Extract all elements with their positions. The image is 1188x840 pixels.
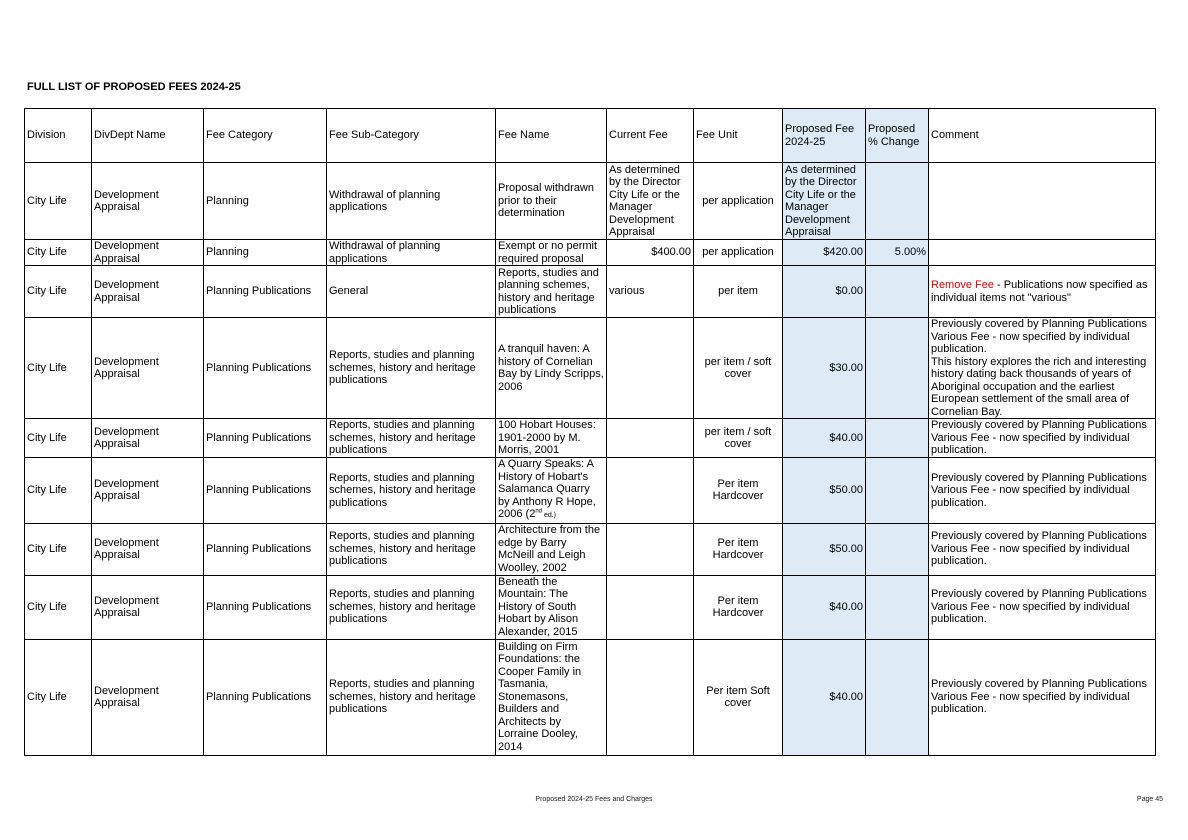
cell-proposed-fee: $40.00 [783,419,866,458]
cell-comment: Previously covered by Planning Publications Various Fee - now specified by individual publication. [929,458,1156,524]
header-fee-name: Fee Name [496,109,607,163]
cell-fee-name: Beneath the Mountain: The History of South Hobart by Alison Alexander, 2015 [496,575,607,639]
comment-text: - Publications now specified as individual items not "various" [931,279,1148,304]
cell-percent-change [866,523,929,575]
cell-category: Planning Publications [204,266,327,318]
cell-division: City Life [25,240,92,266]
footer-page-number: Page 45 [1136,796,1163,803]
cell-divdept: Development Appraisal [92,318,204,419]
cell-comment [929,240,1156,266]
cell-fee-name: A tranquil haven: A history of Cornelian Bay by Lindy Scripps, 2006 [496,318,607,419]
cell-percent-change [866,639,929,755]
table-row [25,240,1156,266]
table-row [25,458,1156,524]
cell-fee-unit: per application [694,163,783,240]
cell-fee-unit: per item / soft cover [694,318,783,419]
cell-percent-change [866,163,929,240]
cell-divdept: Development Appraisal [92,523,204,575]
cell-fee-unit: Per item Hardcover [694,458,783,524]
cell-current-fee: As determined by the Director City Life or the Manager Development Appraisal [607,163,694,240]
fees-table [24,108,1156,756]
cell-divdept: Development Appraisal [92,458,204,524]
cell-proposed-fee: $40.00 [783,639,866,755]
cell-fee-name: Architecture from the edge by Barry McNeill and Leigh Woolley, 2002 [496,523,607,575]
cell-category: Planning Publications [204,523,327,575]
cell-fee-name: Building on Firm Foundations: the Cooper Family in Tasmania, Stonemasons, Builders and Architects by Lorraine Dooley, 2014 [496,639,607,755]
cell-division: City Life [25,163,92,240]
cell-subcategory: Reports, studies and planning schemes, history and heritage publications [327,458,496,524]
cell-subcategory: Reports, studies and planning schemes, history and heritage publications [327,419,496,458]
cell-current-fee: various [607,266,694,318]
table-row [25,163,1156,240]
cell-category: Planning Publications [204,639,327,755]
cell-current-fee [607,639,694,755]
cell-division: City Life [25,318,92,419]
cell-current-fee [607,523,694,575]
cell-comment [929,318,1156,419]
cell-divdept: Development Appraisal [92,266,204,318]
comment-history: This history explores the rich and interesting history dating back thousands of years of Aboriginal occupation and the earliest European settlement of the small area of Cornelian Bay. [931,355,1147,418]
cell-division: City Life [25,523,92,575]
cell-fee-unit: per item / soft cover [694,419,783,458]
table-row [25,575,1156,639]
header-subcategory: Fee Sub-Category [327,109,496,163]
cell-current-fee [607,318,694,419]
header-proposed-fee: Proposed Fee 2024-25 [783,109,866,163]
cell-divdept: Development Appraisal [92,575,204,639]
cell-divdept: Development Appraisal [92,639,204,755]
footer-document-title: Proposed 2024-25 Fees and Charges [535,796,653,803]
cell-fee-name: Reports, studies and planning schemes, history and heritage publications [496,266,607,318]
cell-category: Planning Publications [204,419,327,458]
cell-fee-unit: Per item Hardcover [694,523,783,575]
cell-subcategory: General [327,266,496,318]
header-category: Fee Category [204,109,327,163]
table-row [25,639,1156,755]
cell-percent-change [866,419,929,458]
header-comment: Comment [929,109,1156,163]
cell-category: Planning [204,240,327,266]
cell-percent-change [866,575,929,639]
cell-division: City Life [25,639,92,755]
page-title: FULL LIST OF PROPOSED FEES 2024-25 [27,81,241,93]
table-header-row [25,109,1156,163]
cell-divdept: Development Appraisal [92,419,204,458]
cell-comment [929,163,1156,240]
header-division: Division [25,109,92,163]
cell-subcategory: Reports, studies and planning schemes, history and heritage publications [327,639,496,755]
cell-fee-name: Proposal withdrawn prior to their determination [496,163,607,240]
cell-proposed-fee: $30.00 [783,318,866,419]
cell-fee-name [496,458,607,524]
header-divdept: DivDept Name [92,109,204,163]
cell-divdept: Development Appraisal [92,163,204,240]
cell-division: City Life [25,419,92,458]
cell-fee-unit: per item [694,266,783,318]
table-row [25,318,1156,419]
cell-comment: Previously covered by Planning Publications Various Fee - now specified by individual publication. [929,419,1156,458]
cell-subcategory: Reports, studies and planning schemes, history and heritage publications [327,575,496,639]
cell-comment: Previously covered by Planning Publications Various Fee - now specified by individual publication. [929,523,1156,575]
table-row [25,523,1156,575]
cell-subcategory: Withdrawal of planning applications [327,240,496,266]
cell-fee-name: Exempt or no permit required proposal [496,240,607,266]
cell-category: Planning Publications [204,318,327,419]
cell-fee-unit: Per item Hardcover [694,575,783,639]
cell-percent-change: 5.00% [866,240,929,266]
cell-division: City Life [25,575,92,639]
cell-division: City Life [25,458,92,524]
cell-proposed-fee: $0.00 [783,266,866,318]
cell-division: City Life [25,266,92,318]
table-row [25,266,1156,318]
cell-current-fee [607,458,694,524]
cell-subcategory: Withdrawal of planning applications [327,163,496,240]
table-row [25,419,1156,458]
cell-percent-change [866,318,929,419]
header-fee-unit: Fee Unit [694,109,783,163]
cell-divdept: Development Appraisal [92,240,204,266]
comment-text: Previously covered by Planning Publications Various Fee - now specified by individual publication. [931,318,1147,355]
cell-proposed-fee: $50.00 [783,523,866,575]
cell-fee-unit: per application [694,240,783,266]
cell-proposed-fee: As determined by the Director City Life or the Manager Development Appraisal [783,163,866,240]
header-current-fee: Current Fee [607,109,694,163]
cell-subcategory: Reports, studies and planning schemes, history and heritage publications [327,523,496,575]
remove-fee-label: Remove Fee [931,279,994,291]
cell-proposed-fee: $420.00 [783,240,866,266]
cell-current-fee: $400.00 [607,240,694,266]
cell-current-fee [607,419,694,458]
cell-comment [929,266,1156,318]
cell-category: Planning Publications [204,458,327,524]
edition-superscript: nd [535,508,542,515]
cell-proposed-fee: $40.00 [783,575,866,639]
cell-percent-change [866,266,929,318]
header-percent-change: Proposed % Change [866,109,929,163]
cell-comment: Previously covered by Planning Publications Various Fee - now specified by individual publication. [929,639,1156,755]
cell-category: Planning Publications [204,575,327,639]
cell-subcategory: Reports, studies and planning schemes, history and heritage publications [327,318,496,419]
cell-comment: Previously covered by Planning Publications Various Fee - now specified by individual publication. [929,575,1156,639]
cell-fee-name: 100 Hobart Houses: 1901-2000 by M. Morris, 2001 [496,419,607,458]
cell-fee-unit: Per item Soft cover [694,639,783,755]
cell-percent-change [866,458,929,524]
edition-suffix: ed.) [542,512,557,519]
cell-current-fee [607,575,694,639]
fee-name-text: A Quarry Speaks: A History of Hobart's Salamanca Quarry by Anthony R Hope, 2006 (2 [498,458,596,520]
cell-proposed-fee: $50.00 [783,458,866,524]
cell-category: Planning [204,163,327,240]
